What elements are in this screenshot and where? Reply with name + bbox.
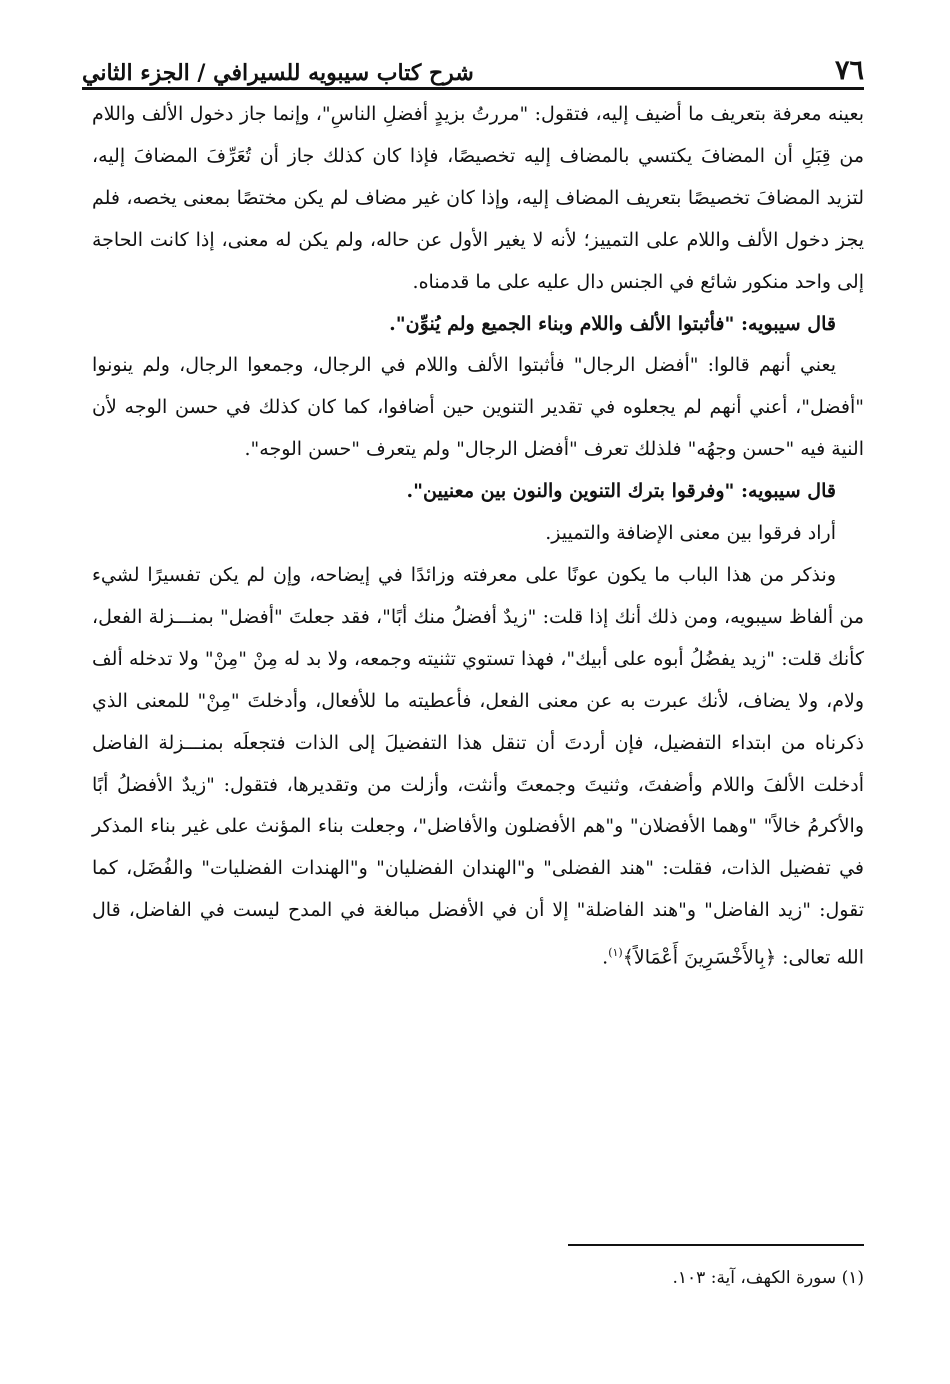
footnote-rule: [568, 1244, 864, 1246]
footnote-marker[interactable]: (١): [608, 946, 623, 960]
sibawayh-quote-2: قال سيبويه: "وفرقوا بترك التنوين والنون بين معنيين".: [406, 480, 836, 503]
paragraph-4-tail: .: [602, 946, 609, 969]
header-rule: [82, 87, 864, 90]
footnote: (١) سورة الكهف، آية: ١٠٣.: [672, 1268, 864, 1288]
paragraph-3: أراد فرقوا بين معنى الإضافة والتمييز.: [545, 522, 836, 545]
page-number: ٧٦: [834, 55, 864, 86]
page-header: [82, 28, 864, 84]
paragraph-1: بعينه معرفة بتعريف ما أضيف إليه، فتقول: "مررتُ بزيدٍ أفضلِ الناسِ"، وإنما جاز دخول الألف واللام من قِبَلِ أن المضافَ يكتسي بالمضاف إليه تخصيصًا، فإذا كان كذلك جاز أن تُعَرِّفَ المضافَ إليه، لتزيد المضافَ تخصيصًا بتعريف المضاف إليه، وإذا كان غير مضاف لم يكن مختصًا بمعنى يخصه، فلم يجز دخول الألف واللام على التمييز؛ لأنه لا يغير الأول عن حاله، ولم يكن له معنى، إذا كانت الحاجة إلى واحد منكور شائع في الجنس دال عليه على ما قدمناه.: [92, 103, 864, 293]
running-title: شرح كتاب سيبويه للسيرافي / الجزء الثاني: [82, 60, 474, 86]
main-text: [92, 94, 864, 979]
paragraph-2: يعني أنهم قالوا: "أفضل الرجال" فأثبتوا الألف واللام في الرجال، وجمعوا الرجال، ولم ينونوا "أفضل"، أعني أنهم لم يجعلوه في تقدير التنوين حين أضافوا، كما كان كذلك في حسن الوجه لأن النية فيه "حسن وجهُه" فلذلك تعرف "أفضل الرجال" ولم يتعرف "حسن الوجه".: [92, 354, 864, 461]
paragraph-4: [92, 555, 864, 979]
sibawayh-quote-1: قال سيبويه: "فأثبتوا الألف واللام وبناء الجميع ولم يُنوِّن".: [389, 312, 836, 335]
paragraph-4-text: ونذكر من هذا الباب ما يكون عونًا على معرفته وزائدًا في إيضاحه، وإن لم يكن تفسيرًا لشيء من ألفاظ سيبويه، ومن ذلك أنك إذا قلت: "زيدٌ أفضلُ منك أبًا"، فقد جعلتَ "أفضل" بمنـــزلة الفعل، كأنك قلت: "زيد يفضُلُ أبوه على أبيك"، فهذا تستوي تثنيته وجمعه، ولا بد له مِنْ "مِنْ" ولا تدخله ألف ولام، ولا يضاف، لأنك عبرت به عن معنى الفعل، فأعطيته ما للأفعال، وأدخلتَ "مِنْ" للمعنى الذي ذكرناه من ابتداء التفضيل، فإن أردتَ أن تنقل هذا التفضيلَ إلى الذات فتجعلَه بمنـــزلة الفاضل أدخلت الألفَ واللام وأضفتَ، وثنيتَ وجمعتَ وأنثت، وأزلت من وتقديرها، فتقول: "زيدٌ الأفضلُ أبًا والأكرمُ خالاً" "وهما الأفضلان" و"هم الأفضلون والأفاضل"، وجعلت بناء المؤنث على غير بناء المذكر في تفضيل الذات، فقلت: "هند الفضلى" و"الهندان الفضليان" و"الهندات الفضليات" والفُضَل، كما تقول: "زيد الفاضل" و"هند الفاضلة" إلا أن في الأفضل مبالغة في المدح ليست في الفاضل، قال الله تعالى: ﴿بِالأَخْسَرِينَ أَعْمَالاً﴾: [92, 563, 864, 969]
